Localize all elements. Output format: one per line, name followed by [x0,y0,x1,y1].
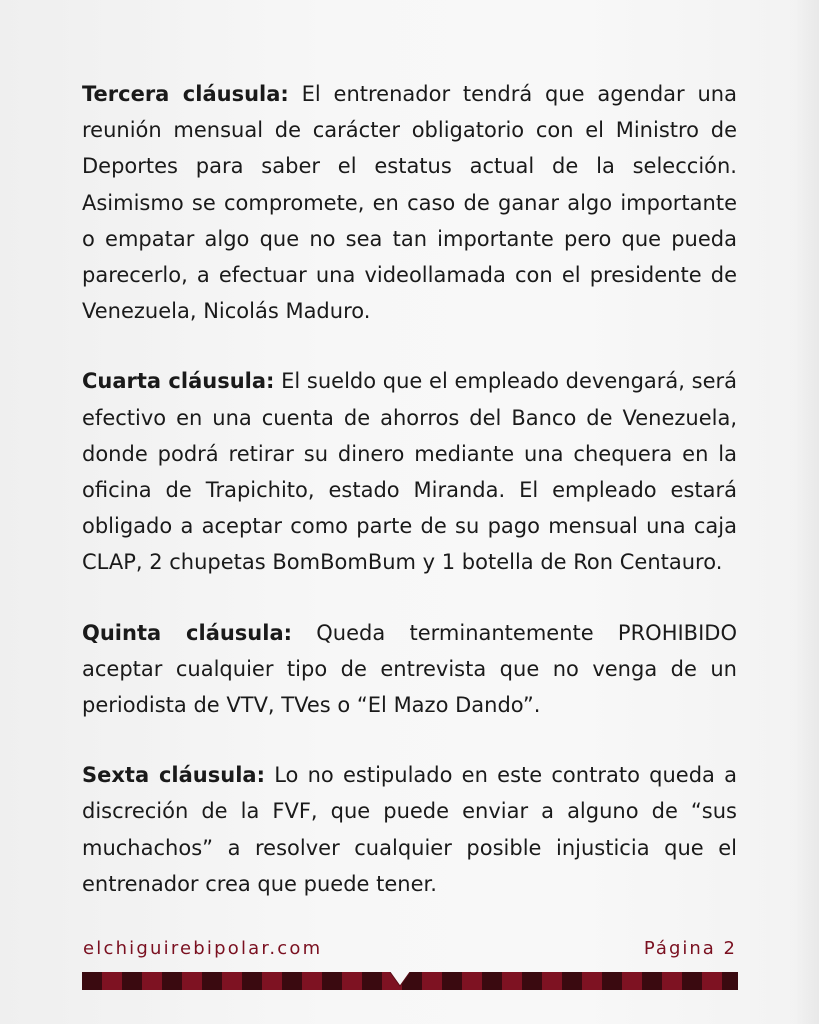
footer-bar-segment [422,972,442,990]
footer-bar-segment [562,972,582,990]
contract-body [82,76,737,936]
footer-bar-segment [262,972,282,990]
footer-bar-segment [122,972,142,990]
footer-bar-segment [322,972,342,990]
page-number: Página 2 [643,938,737,959]
clause-title: Quinta cláusula: [82,620,293,645]
footer-bar-segment [702,972,722,990]
footer-bar-segment [182,972,202,990]
footer-bar-segment [542,972,562,990]
clause-text: El entrenador tendrá que agendar una reunión mensual de carácter obligatorio con el Ministro de Deportes para saber el estatus actual de la selección. Asimismo se compromete, en caso de ganar algo importante o empatar algo que no sea tan importante pero que pueda parecerlo, a efectuar una videollamada con el presidente de Venezuela, Nicolás Maduro. [82,82,737,324]
clause-title: Tercera cláusula: [82,82,289,106]
footer-bar-segment [722,972,738,990]
footer-bar-segment [342,972,362,990]
footer-bar-segment [462,972,482,990]
footer-bar-segment [82,972,102,990]
footer-bar-segment [102,972,122,990]
clause-text: Queda terminantemente PROHIBIDO aceptar cualquier tipo de entrevista que no venga de un periodista de VTV, TVes o “El Mazo Dando”. [82,620,737,718]
page-edge-shadow [793,0,819,1024]
footer-bar-segment [162,972,182,990]
footer-bar-segment [602,972,622,990]
clause-title: Cuarta cláusula: [82,369,275,394]
footer-site-link[interactable]: elchiguirebipolar.com [83,938,323,959]
footer-bar-segment [682,972,702,990]
footer-decorative-bar [82,972,738,990]
clause-quinta [82,615,737,724]
clause-sexta [82,757,737,902]
clause-text: Lo no estipulado en este contrato queda a discreción de la FVF, que puede enviar a alguno de “sus muchachos” a resolver cualquier posible injusticia que el entrenador crea que puede tener. [82,763,737,896]
footer-bar-segment [622,972,642,990]
clause-tercera [82,76,737,329]
footer-bar-segment [282,972,302,990]
footer-bar-segment [662,972,682,990]
footer-bar-segment [522,972,542,990]
clause-title: Sexta cláusula: [82,763,265,788]
footer-bar-segment [242,972,262,990]
clause-cuarta [82,363,737,580]
clause-text: El sueldo que el empleado devengará, será efectivo en una cuenta de ahorros del Banco de Venezuela, donde podrá retirar su dinero mediante una chequera en la oficina de Trapichito, estado Miranda. El empleado estará obligado a aceptar como parte de su pago mensual una caja CLAP, 2 chupetas BomBomBum y 1 botella de Ron Centauro. [82,369,737,575]
footer-bar-segment [642,972,662,990]
footer-bar-segment [202,972,222,990]
footer-bar-segment [582,972,602,990]
footer-bar-segment [502,972,522,990]
footer-bar-segment [442,972,462,990]
footer-bar-segment [482,972,502,990]
footer-bar-segment [222,972,242,990]
footer-bar-segment [302,972,322,990]
footer-bar-segment [362,972,382,990]
footer-bar-segment [142,972,162,990]
